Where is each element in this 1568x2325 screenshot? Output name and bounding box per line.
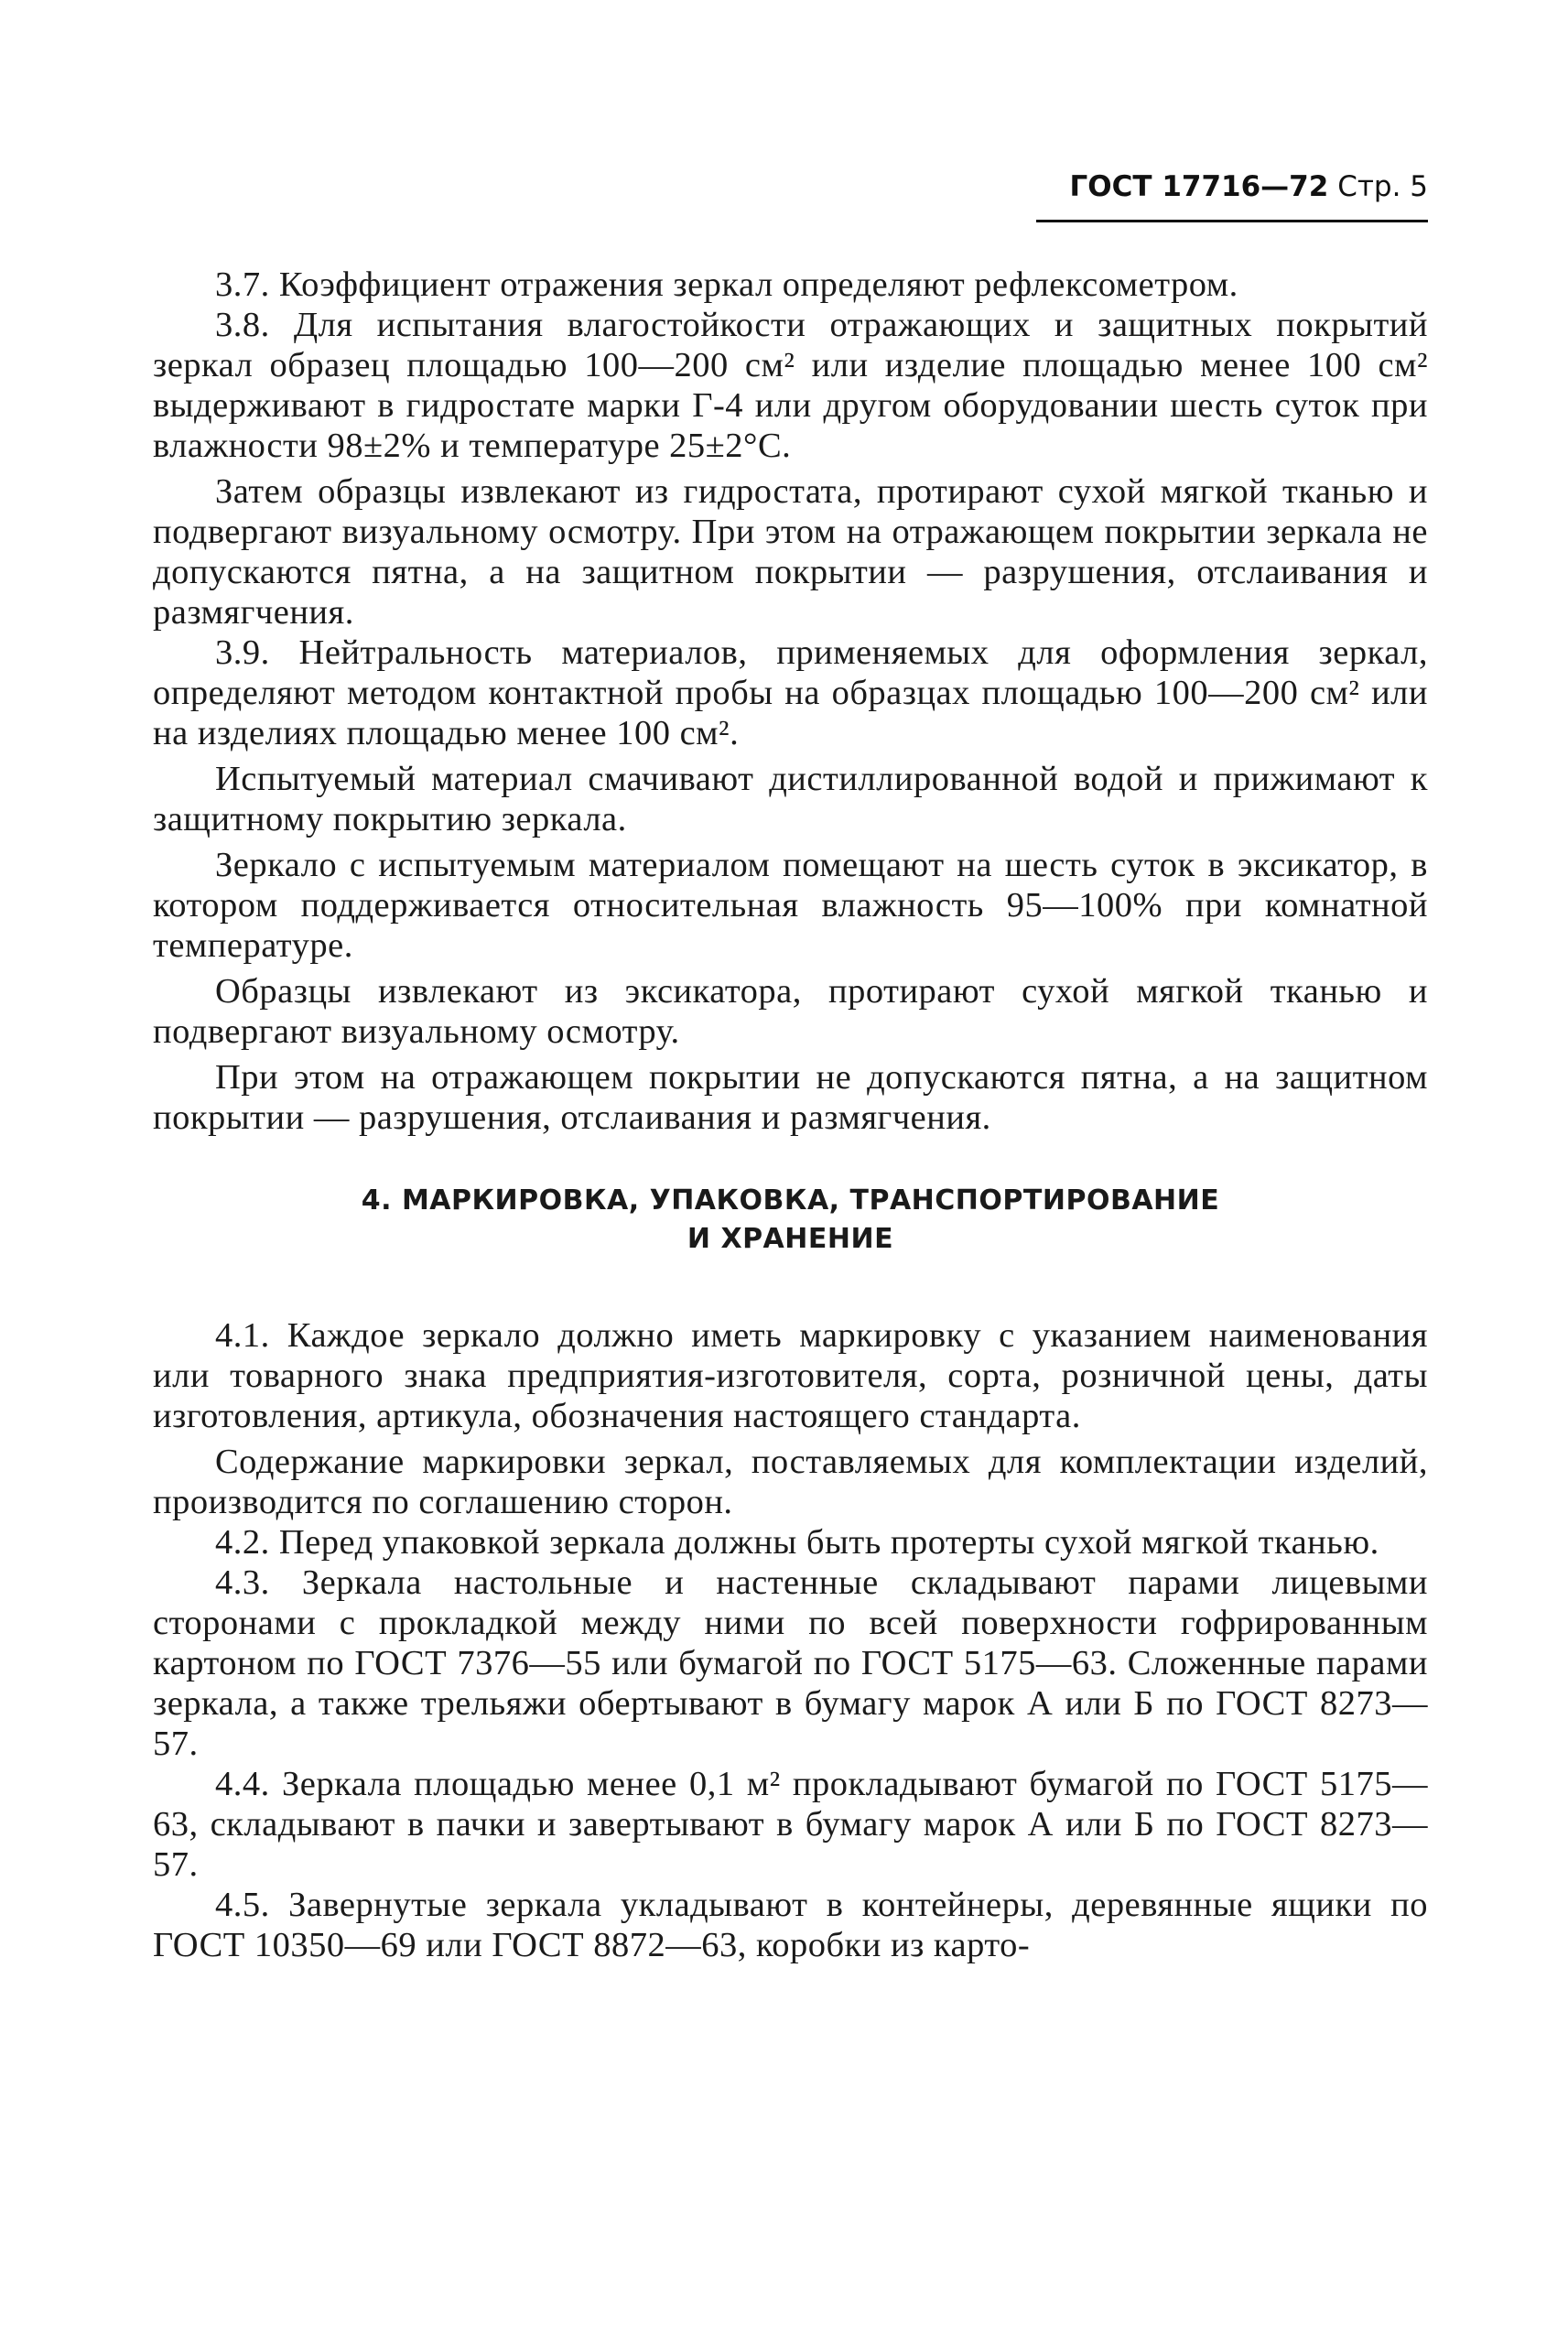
- document-body: [153, 265, 1428, 1965]
- paragraph-3-9: 3.9. Нейтральность материалов, применяемых для оформления зеркал, определяют методом контактной пробы на образцах площадью 100—200 см² или на изделиях площадью менее 100 см².: [153, 633, 1428, 752]
- paragraph-3-7: 3.7. Коэффициент отражения зеркал определяют рефлексометром.: [215, 265, 1238, 304]
- paragraph-4-1: 4.1. Каждое зеркало должно иметь маркировку с указанием наименования или товарного знака предприятия-изготовителя, сорта, розничной цены, даты изготовления, артикула, обозначения настоящего стандарта.: [153, 1316, 1428, 1435]
- paragraph-4-1-content: Содержание маркировки зеркал, поставляемых для комплектации изделий, производится по соглашению сторон.: [153, 1443, 1428, 1521]
- paragraph-4-4: 4.4. Зеркала площадью менее 0,1 м² прокладывают бумагой по ГОСТ 5175—63, складывают в пачки и завертывают в бумагу марок А или Б по ГОСТ 8273—57.: [153, 1765, 1428, 1884]
- section-heading-line-2: И ХРАНЕНИЕ: [687, 1223, 894, 1255]
- paragraph-4-3: 4.3. Зеркала настольные и настенные складывают парами лицевыми сторонами с прокладкой между ними по всей поверхности гофрированным картоном по ГОСТ 7376—55 или бумагой по ГОСТ 5175—63. Сложенные парами зеркала, а также трельяжи обертывают в бумагу марок А или Б по ГОСТ 8273—57.: [153, 1563, 1428, 1763]
- paragraph-4-5: 4.5. Завернутые зеркала укладывают в контейнеры, деревянные ящики по ГОСТ 10350—69 или ГОСТ 8872—63, коробки из карто-: [153, 1886, 1428, 1964]
- paragraph-3-9-samples: Образцы извлекают из эксикатора, протирают сухой мягкой тканью и подвергают визуальному осмотру.: [153, 972, 1428, 1051]
- paragraph-4-2: 4.2. Перед упаковкой зеркала должны быть протерты сухой мягкой тканью.: [215, 1523, 1379, 1562]
- header-rule: [1036, 220, 1428, 222]
- section-heading: [153, 1182, 1428, 1259]
- standard-number: ГОСТ 17716—72: [1069, 170, 1329, 203]
- paragraph-3-8: 3.8. Для испытания влагостойкости отражающих и защитных покрытий зеркал образец площадью 100—200 см² или изделие площадью менее 100 см² выдерживают в гидростате марки Г-4 или другом оборудовании шесть суток при влажности 98±2% и температуре 25±2°С.: [153, 306, 1428, 465]
- paragraph-3-9-material: Испытуемый материал смачивают дистиллированной водой и прижимают к защитному покрытию зеркала.: [153, 760, 1428, 838]
- paragraph-3-9-result: При этом на отражающем покрытии не допускаются пятна, а на защитном покрытии — разрушения, отслаивания и размягчения.: [153, 1058, 1428, 1137]
- paragraph-3-8-continued: Затем образцы извлекают из гидростата, протирают сухой мягкой тканью и подвергают визуальному осмотру. При этом на отражающем покрытии зеркала не допускаются пятна, а на защитном покрытии — разрушения, отслаивания и размягчения.: [153, 472, 1428, 632]
- page-number: Стр. 5: [1337, 170, 1428, 203]
- paragraph-3-9-exsiccator: Зеркало с испытуемым материалом помещают на шесть суток в эксикатор, в котором поддерживается относительная влажность 95—100% при комнатной температуре.: [153, 846, 1428, 965]
- section-heading-line-1: 4. МАРКИРОВКА, УПАКОВКА, ТРАНСПОРТИРОВАНИЕ: [361, 1184, 1220, 1217]
- page-header: [1034, 170, 1428, 203]
